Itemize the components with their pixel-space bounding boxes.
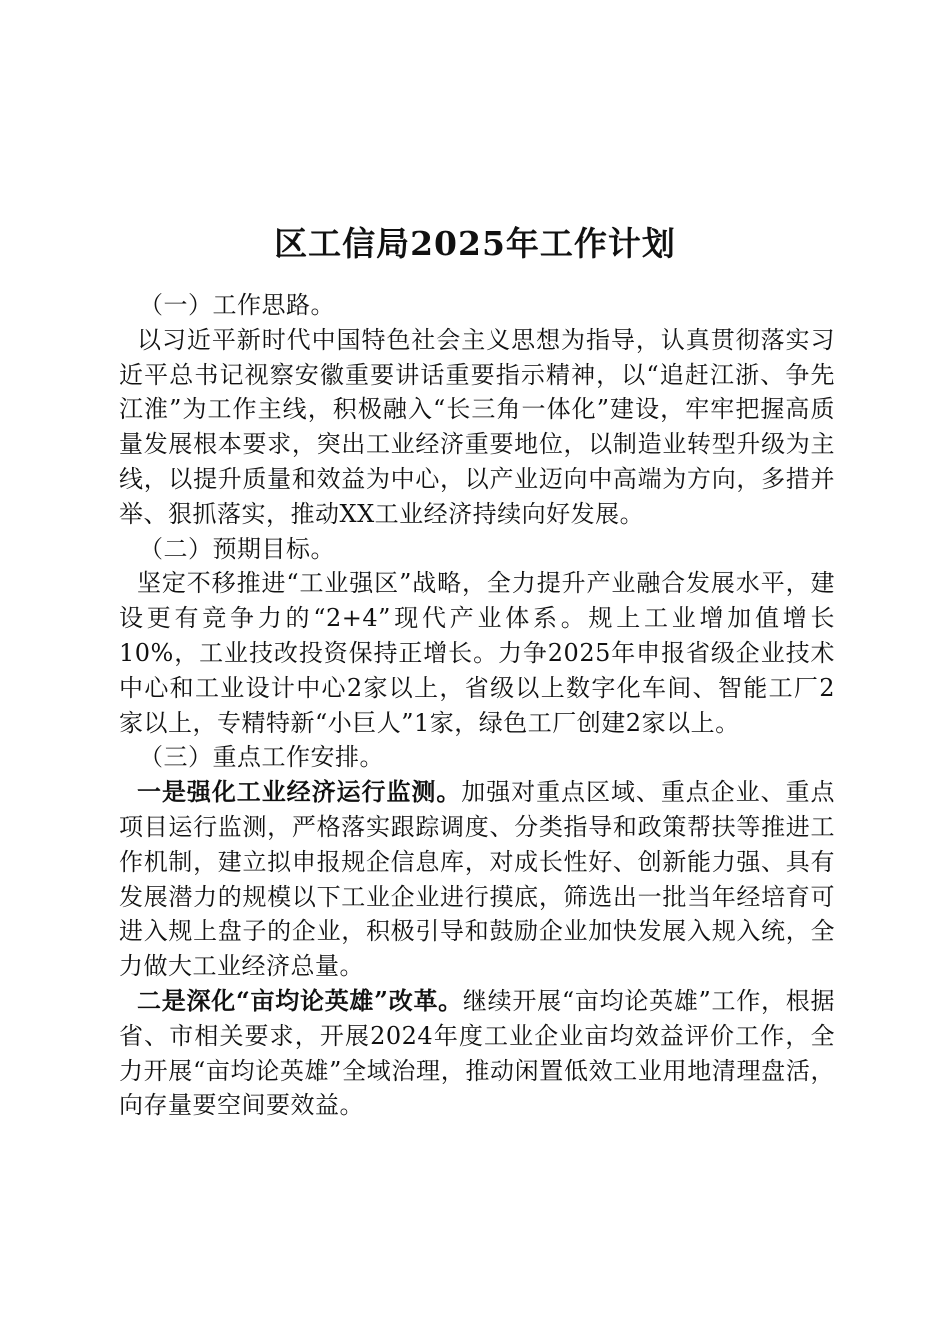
work-item-2-text: 继续开展“亩均论英雄”工作，根据省、市相关要求，开展2024年度工业企业亩均效益评价工作，全力开展“亩均论英雄”全域治理，推动闲置低效工业用地清理盘活，向存量要空间要效益。 xyxy=(119,986,835,1120)
section-heading-2: （二）预期目标。 xyxy=(139,534,335,563)
document-title: 区工信局2025年工作计划 xyxy=(274,224,676,264)
work-item-1-text: 加强对重点区域、重点企业、重点项目运行监测，严格落实跟踪调度、分类指导和政策帮扶等推进工作机制，建立拟申报规企信息库，对成长性好、创新能力强、具有发展潜力的规模以下工业企业进行摸底，筛选出一批当年经培育可进入规上盘子的企业，积极引导和鼓励企业加快发展入规入统，全力做大工业经济总量。 xyxy=(119,778,836,981)
work-item-1-lead: 一是强化工业经济运行监测。 xyxy=(137,777,462,807)
section-paragraph-1: 以习近平新时代中国特色社会主义思想为指导，认真贯彻落实习近平总书记视察安徽重要讲话重要指示精神，以“追赶江浙、争先江淮”为工作主线，积极融入“长三角一体化”建设，牢牢把握高质量发展根本要求，突出工业经济重要地位，以制造业转型升级为主线，以提升质量和效益为中心，以产业迈向中高端为方向，多措并举、狠抓落实，推动XX工业经济持续向好发展。 xyxy=(119,325,835,528)
section-heading-3: （三）重点工作安排。 xyxy=(139,743,384,772)
work-item-2 xyxy=(119,984,835,1123)
work-item-2-lead: 二是深化“亩均论英雄”改革。 xyxy=(137,985,463,1015)
document-body xyxy=(119,288,835,1123)
section-heading-1: （一）工作思路。 xyxy=(139,291,335,319)
section-paragraph-2: 坚定不移推进“工业强区”战略，全力提升产业融合发展水平，建设更有竞争力的“2+4”现代产业体系。规上工业增加值增长10%，工业技改投资保持正增长。力争2025年申报省级企业技术中心和工业设计中心2家以上，省级以上数字化车间、智能工厂2家以上，专精特新“小巨人”1家，绿色工厂创建2家以上。 xyxy=(119,569,835,737)
work-item-1 xyxy=(119,775,835,984)
